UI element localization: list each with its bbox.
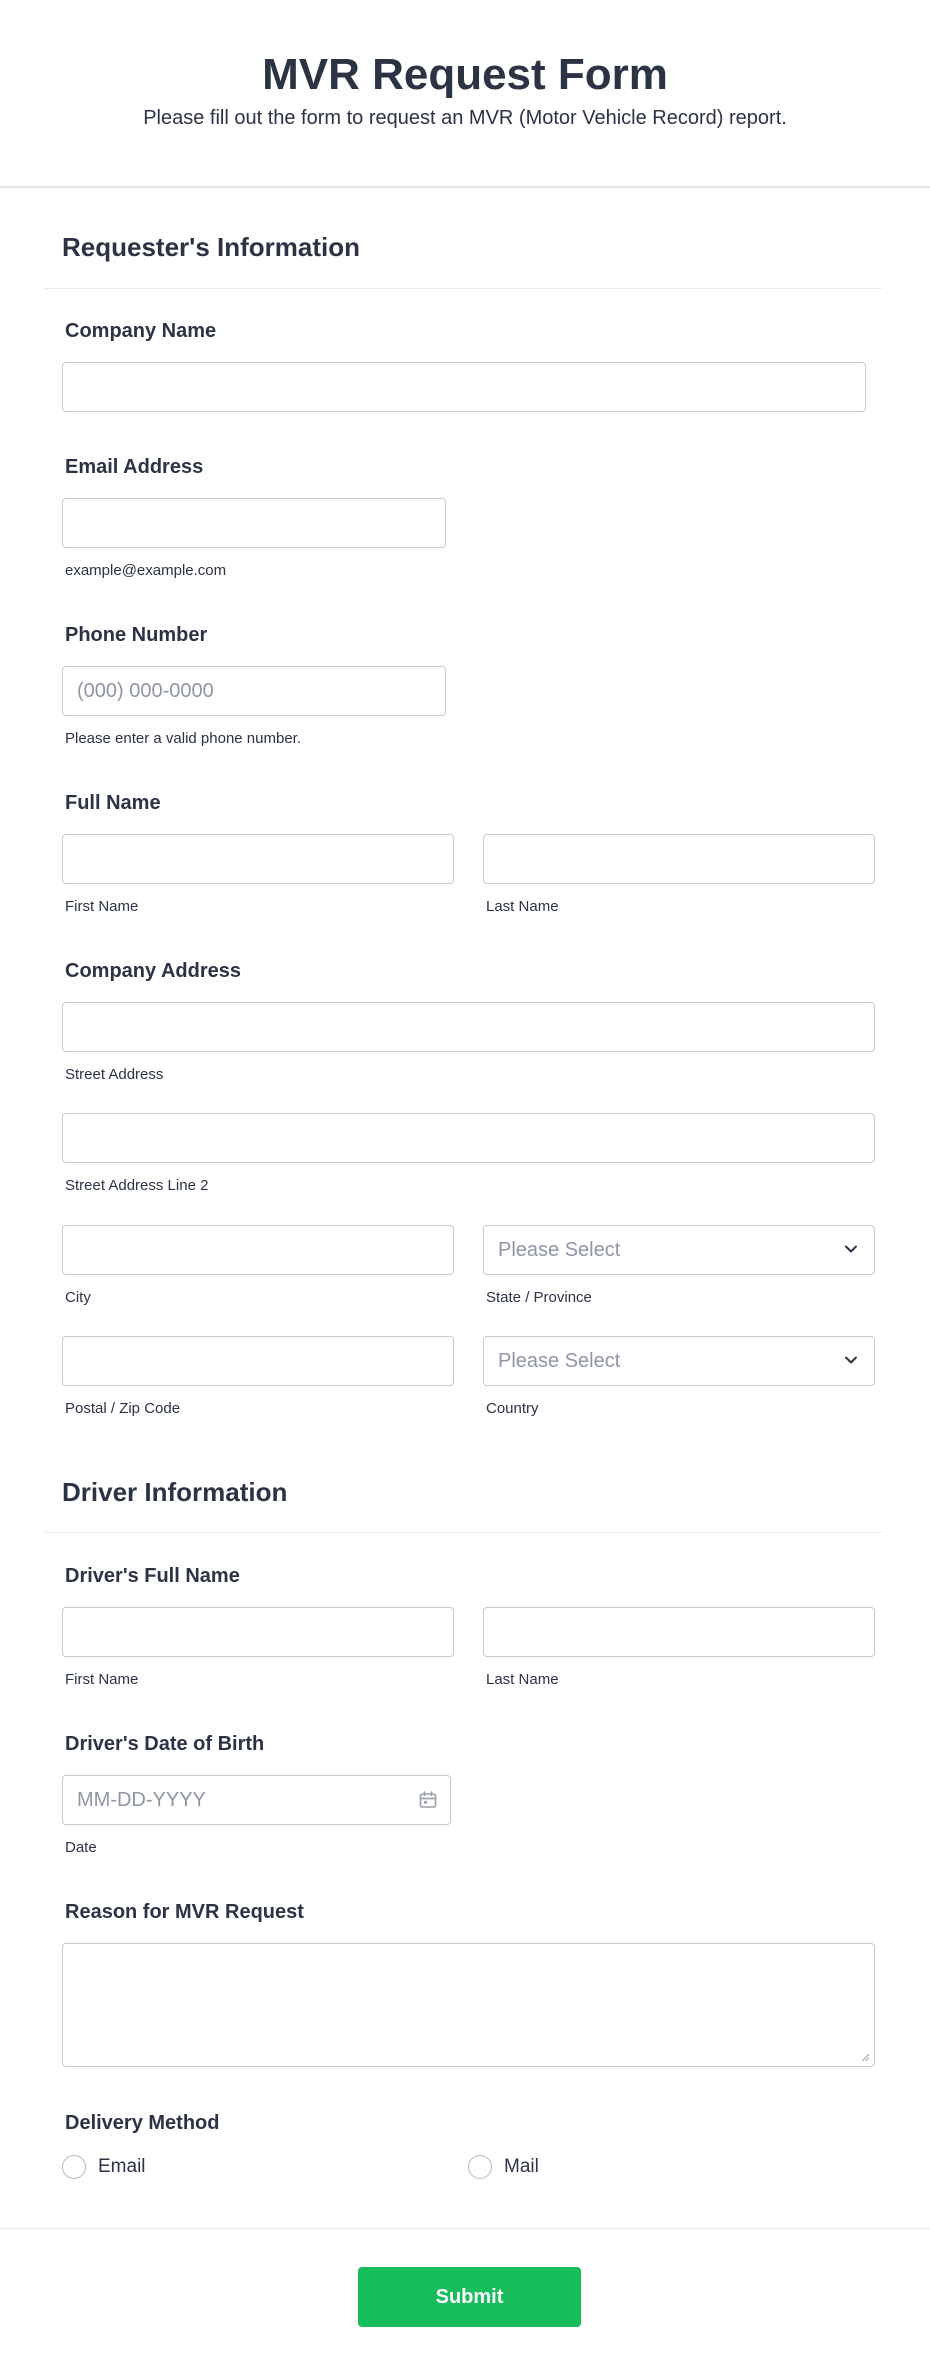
- driver-dob-sublabel: Date: [65, 1839, 97, 1856]
- phone-label: Phone Number: [65, 624, 208, 646]
- last-name-sublabel: Last Name: [486, 898, 559, 915]
- first-name-input[interactable]: [62, 834, 454, 884]
- reason-textarea[interactable]: [62, 1943, 875, 2067]
- delivery-option-label: Email: [98, 2156, 146, 2177]
- street-address-input[interactable]: [62, 1002, 875, 1052]
- delivery-method-label: Delivery Method: [65, 2112, 220, 2134]
- reason-label: Reason for MVR Request: [65, 1901, 304, 1923]
- section-divider: [44, 1532, 882, 1533]
- state-select-value: Please Select: [498, 1238, 621, 1261]
- email-input[interactable]: [62, 498, 446, 548]
- company-name-input[interactable]: [62, 362, 866, 412]
- phone-input[interactable]: [62, 666, 446, 716]
- country-sublabel: Country: [486, 1400, 539, 1417]
- street-address-sublabel: Street Address: [65, 1066, 164, 1083]
- delivery-option-mail[interactable]: [468, 2155, 539, 2179]
- company-name-label: Company Name: [65, 320, 217, 342]
- driver-last-name-sublabel: Last Name: [486, 1671, 559, 1688]
- email-label: Email Address: [65, 456, 204, 478]
- driver-full-name-label: Driver's Full Name: [65, 1565, 240, 1587]
- street-address-line2-sublabel: Street Address Line 2: [65, 1177, 209, 1194]
- last-name-input[interactable]: [483, 834, 875, 884]
- page-title: MVR Request Form: [262, 50, 668, 99]
- driver-first-name-input[interactable]: [62, 1607, 454, 1657]
- section-title-driver: Driver Information: [62, 1477, 288, 1507]
- city-input[interactable]: [62, 1225, 454, 1275]
- driver-dob-input[interactable]: [62, 1775, 451, 1825]
- city-sublabel: City: [65, 1289, 91, 1306]
- phone-sublabel: Please enter a valid phone number.: [65, 730, 301, 747]
- postal-code-sublabel: Postal / Zip Code: [65, 1400, 181, 1417]
- radio-button[interactable]: [468, 2155, 492, 2179]
- section-divider: [44, 288, 882, 289]
- postal-code-input[interactable]: [62, 1336, 454, 1386]
- delivery-option-email[interactable]: [62, 2155, 146, 2179]
- page-subtitle: Please fill out the form to request an MVR (Motor Vehicle Record) report.: [143, 107, 787, 129]
- delivery-option-label: Mail: [504, 2156, 539, 2177]
- form-header: [0, 0, 930, 188]
- driver-dob-label: Driver's Date of Birth: [65, 1733, 265, 1755]
- calendar-icon[interactable]: [418, 1790, 438, 1810]
- radio-button[interactable]: [62, 2155, 86, 2179]
- footer-divider: [0, 2228, 930, 2229]
- country-select[interactable]: [483, 1336, 875, 1386]
- state-sublabel: State / Province: [486, 1289, 592, 1306]
- street-address-line2-input[interactable]: [62, 1113, 875, 1163]
- chevron-down-icon: [842, 1351, 860, 1369]
- full-name-label: Full Name: [65, 792, 161, 814]
- country-select-value: Please Select: [498, 1349, 621, 1372]
- driver-last-name-input[interactable]: [483, 1607, 875, 1657]
- first-name-sublabel: First Name: [65, 898, 139, 915]
- state-select[interactable]: [483, 1225, 875, 1275]
- driver-first-name-sublabel: First Name: [65, 1671, 139, 1688]
- email-sublabel: example@example.com: [65, 562, 227, 579]
- resize-handle-icon[interactable]: [860, 2052, 870, 2062]
- section-title-requester: Requester's Information: [62, 232, 361, 262]
- chevron-down-icon: [842, 1240, 860, 1258]
- company-address-label: Company Address: [65, 960, 241, 982]
- submit-button[interactable]: Submit: [358, 2267, 581, 2327]
